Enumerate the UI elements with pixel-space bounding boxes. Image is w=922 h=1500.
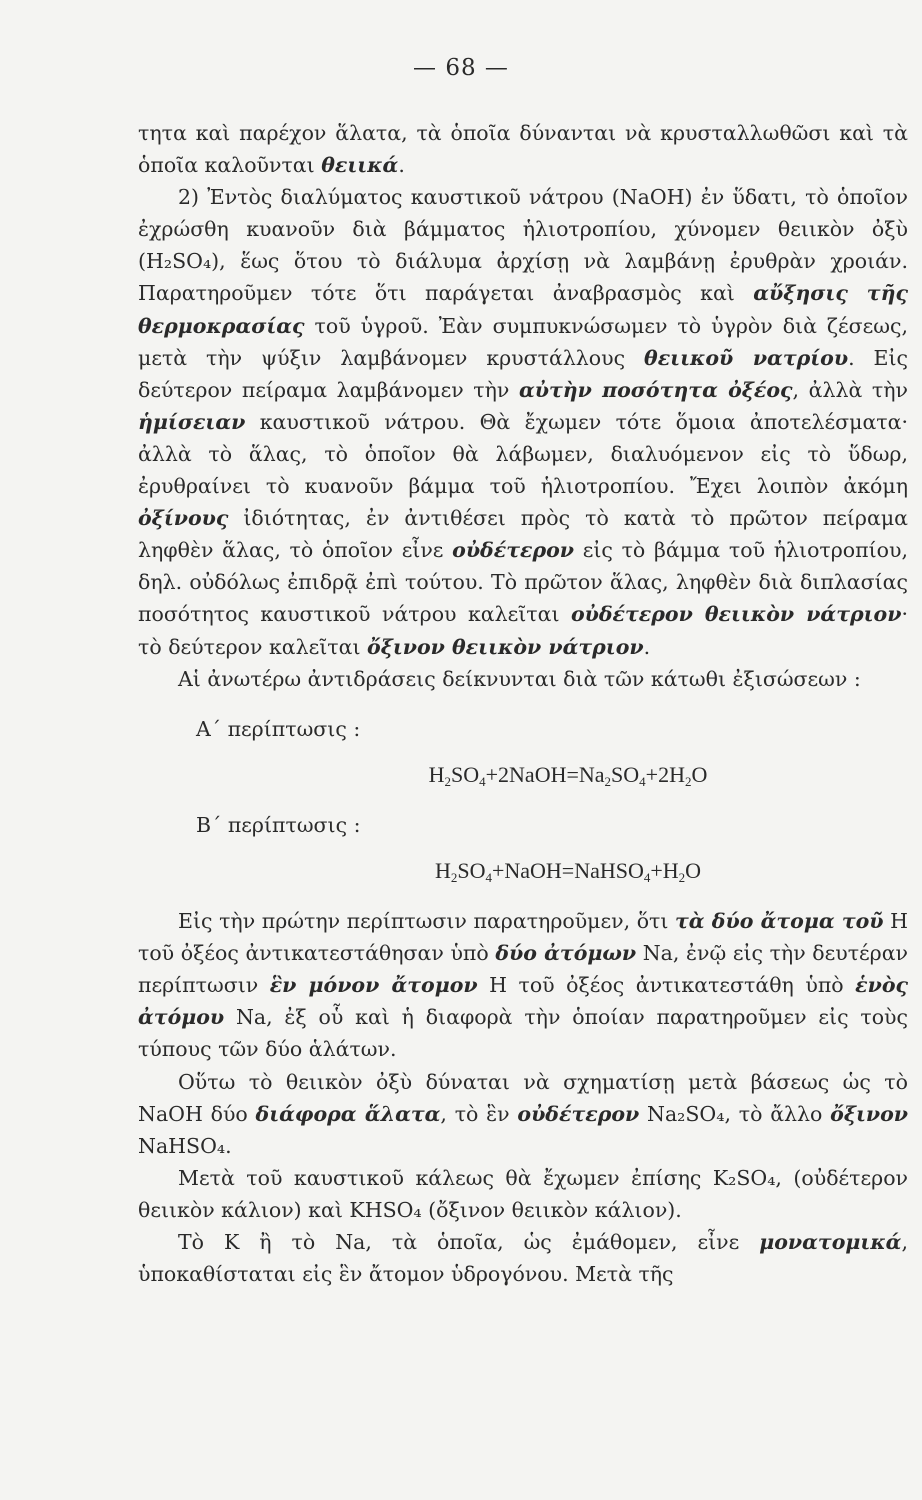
text-run: . Εἰς δεύτερον πείραμα λαμβάνομεν τὴν xyxy=(138,345,908,402)
text-run: Na₂SO₄, τὸ ἄλλο xyxy=(639,1101,831,1126)
emphasis: διάφορα ἅλατα xyxy=(255,1101,441,1126)
emphasis: ἓν μόνον ἄτομον xyxy=(269,973,478,998)
emphasis: θειικοῦ νατρίου xyxy=(644,345,849,370)
text-run: Na, ἐνῷ εἰς τὴν δευτέραν περίπτωσιν xyxy=(138,941,909,998)
text-run: · τὸ δεύτερον καλεῖται xyxy=(138,602,908,659)
emphasis: οὐδέτερον θειικὸν νάτριον xyxy=(570,602,902,627)
emphasis: ὀξίνους xyxy=(138,506,229,531)
text-run: τοῦ ὑγροῦ. Ἐὰν συμπυκνώσωμεν τὸ ὑγρὸν διὰ ζέσεως, μετὰ τὴν ψύξιν λαμβάνομεν κρυστάλλους xyxy=(138,313,908,370)
text-run: . xyxy=(643,634,651,659)
text-run: H τοῦ ὀξέος ἀντικατεστάθησαν ὑπὸ xyxy=(138,909,908,966)
emphasis: τὰ δύο ἄτομα τοῦ xyxy=(675,909,884,934)
page-body xyxy=(138,117,908,1290)
text-run: Εἰς τὴν πρώτην περίπτωσιν παρατηροῦμεν, ὅτι xyxy=(178,909,676,934)
text-run: εἰς τὸ βάμμα τοῦ ἡλιοτροπίου, δηλ. οὐδόλως ἐπιδρᾷ ἐπὶ τούτου. Τὸ πρῶτον ἅλας, ληφθὲν διὰ διπλασίας ποσότητος καυστικοῦ νάτρου καλεῖται xyxy=(138,538,908,627)
paragraph-1 xyxy=(138,117,908,181)
emphasis: ὄξινον xyxy=(830,1101,908,1126)
text-run: . xyxy=(398,153,405,178)
text-run: Na, ἐξ οὗ καὶ ἡ διαφορὰ τὴν ὁποίαν παρατηροῦμεν εἰς τοὺς τύπους τῶν δύο ἁλάτων. xyxy=(138,1005,908,1062)
text-run: , ὑποκαθίσταται εἰς ἓν ἄτομον ὑδρογόνου. Μετὰ τῆς xyxy=(138,1230,908,1287)
text-run: 2) Ἐντὸς διαλύματος καυστικοῦ νάτρου (NaOH) ἐν ὕδατι, τὸ ὁποῖον ἐχρώσθη κυανοῦν διὰ βάμματος ἡλιοτροπίου, χύνομεν θειικὸν ὀξὺ (H₂SO₄), ἕως ὅτου τὸ διάλυμα ἀρχίσῃ νὰ λαμβάνῃ ἐρυθρὰν χροιάν. Παρατηροῦμεν τότε ὅτι παράγεται ἀναβρασμὸς καὶ xyxy=(138,185,908,306)
emphasis: δύο ἀτόμων xyxy=(495,941,637,966)
emphasis: οὐδέτερον xyxy=(452,538,574,563)
paragraph-3: Αἱ ἀνωτέρω ἀντιδράσεις δείκνυνται διὰ τῶν κάτωθι ἐξισώσεων : xyxy=(178,666,861,691)
paragraph-6: Μετὰ τοῦ καυστικοῦ κάλεως θὰ ἔχωμεν ἐπίσης K₂SO₄, (οὐδέτερον θειικὸν κάλιον) καὶ KHSO₄ (ὄξινον θειικὸν κάλιον). xyxy=(138,1165,908,1222)
paragraph-2 xyxy=(138,181,908,662)
emphasis: οὐδέτερον xyxy=(517,1101,640,1126)
emphasis: αὔξησις τῆς θερμοκρασίας xyxy=(138,281,908,338)
emphasis: ἑνὸς ἀτόμου xyxy=(138,973,908,1030)
paragraph-4 xyxy=(138,905,908,1065)
page-number: — 68 — xyxy=(413,55,509,81)
text-run: , ἀλλὰ τὴν xyxy=(792,377,908,402)
paragraph-7 xyxy=(138,1226,908,1290)
text-run: Τὸ K ἢ τὸ Na, τὰ ὁποῖα, ὡς ἐμάθομεν, εἶνε xyxy=(178,1230,760,1254)
case-a-label: Α΄ περίπτωσις : xyxy=(196,716,361,741)
text-run: ἰδιότητας, ἐν ἀντιθέσει πρὸς τὸ κατὰ τὸ πρῶτον πείραμα ληφθὲν ἅλας, τὸ ὁποῖον εἶνε xyxy=(138,506,908,563)
text-run: καυστικοῦ νάτρου. Θὰ ἔχωμεν τότε ὅμοια ἀποτελέσματα· ἀλλὰ τὸ ἅλας, τὸ ὁποῖον θὰ λάβωμεν, διαλυόμενον εἰς τὸ ὕδωρ, ἐρυθραίνει τὸ κυανοῦν βάμμα τοῦ ἡλιοτροπίου. Ἔχει λοιπὸν ἀκόμη xyxy=(138,409,908,499)
emphasis: αὐτὴν ποσότητα ὀξέος xyxy=(518,377,793,402)
emphasis: μονατομικά xyxy=(759,1230,902,1254)
text-run: H τοῦ ὀξέος ἀντικατεστάθη ὑπὸ xyxy=(477,973,856,998)
equation-2: $H_2SO_4+NaOH=NaHSO_4+H_2O$ xyxy=(434,857,702,885)
text-run: τητα καὶ παρέχον ἅλατα, τὰ ὁποῖα δύνανται νὰ κρυσταλλωθῶσι καὶ τὰ ὁποῖα καλοῦνται xyxy=(138,121,908,178)
text-run: , τὸ ἓν xyxy=(440,1101,518,1126)
case-b-label: Β΄ περίπτωσις : xyxy=(196,812,361,837)
emphasis: ὄξινον θειικὸν νάτριον xyxy=(367,634,644,659)
emphasis: ἡμίσειαν xyxy=(138,409,246,434)
text-run: NaHSO₄. xyxy=(138,1133,232,1158)
text-run: Οὕτω τὸ θειικὸν ὀξὺ δύναται νὰ σχηματίσῃ μετὰ βάσεως ὡς τὸ NaOH δύο xyxy=(138,1069,908,1126)
emphasis: θειικά xyxy=(321,153,399,178)
paragraph-5 xyxy=(138,1066,908,1162)
equation-1: $H_2SO_4+2NaOH=Na_2SO_4+2H_2O$ xyxy=(428,761,708,789)
